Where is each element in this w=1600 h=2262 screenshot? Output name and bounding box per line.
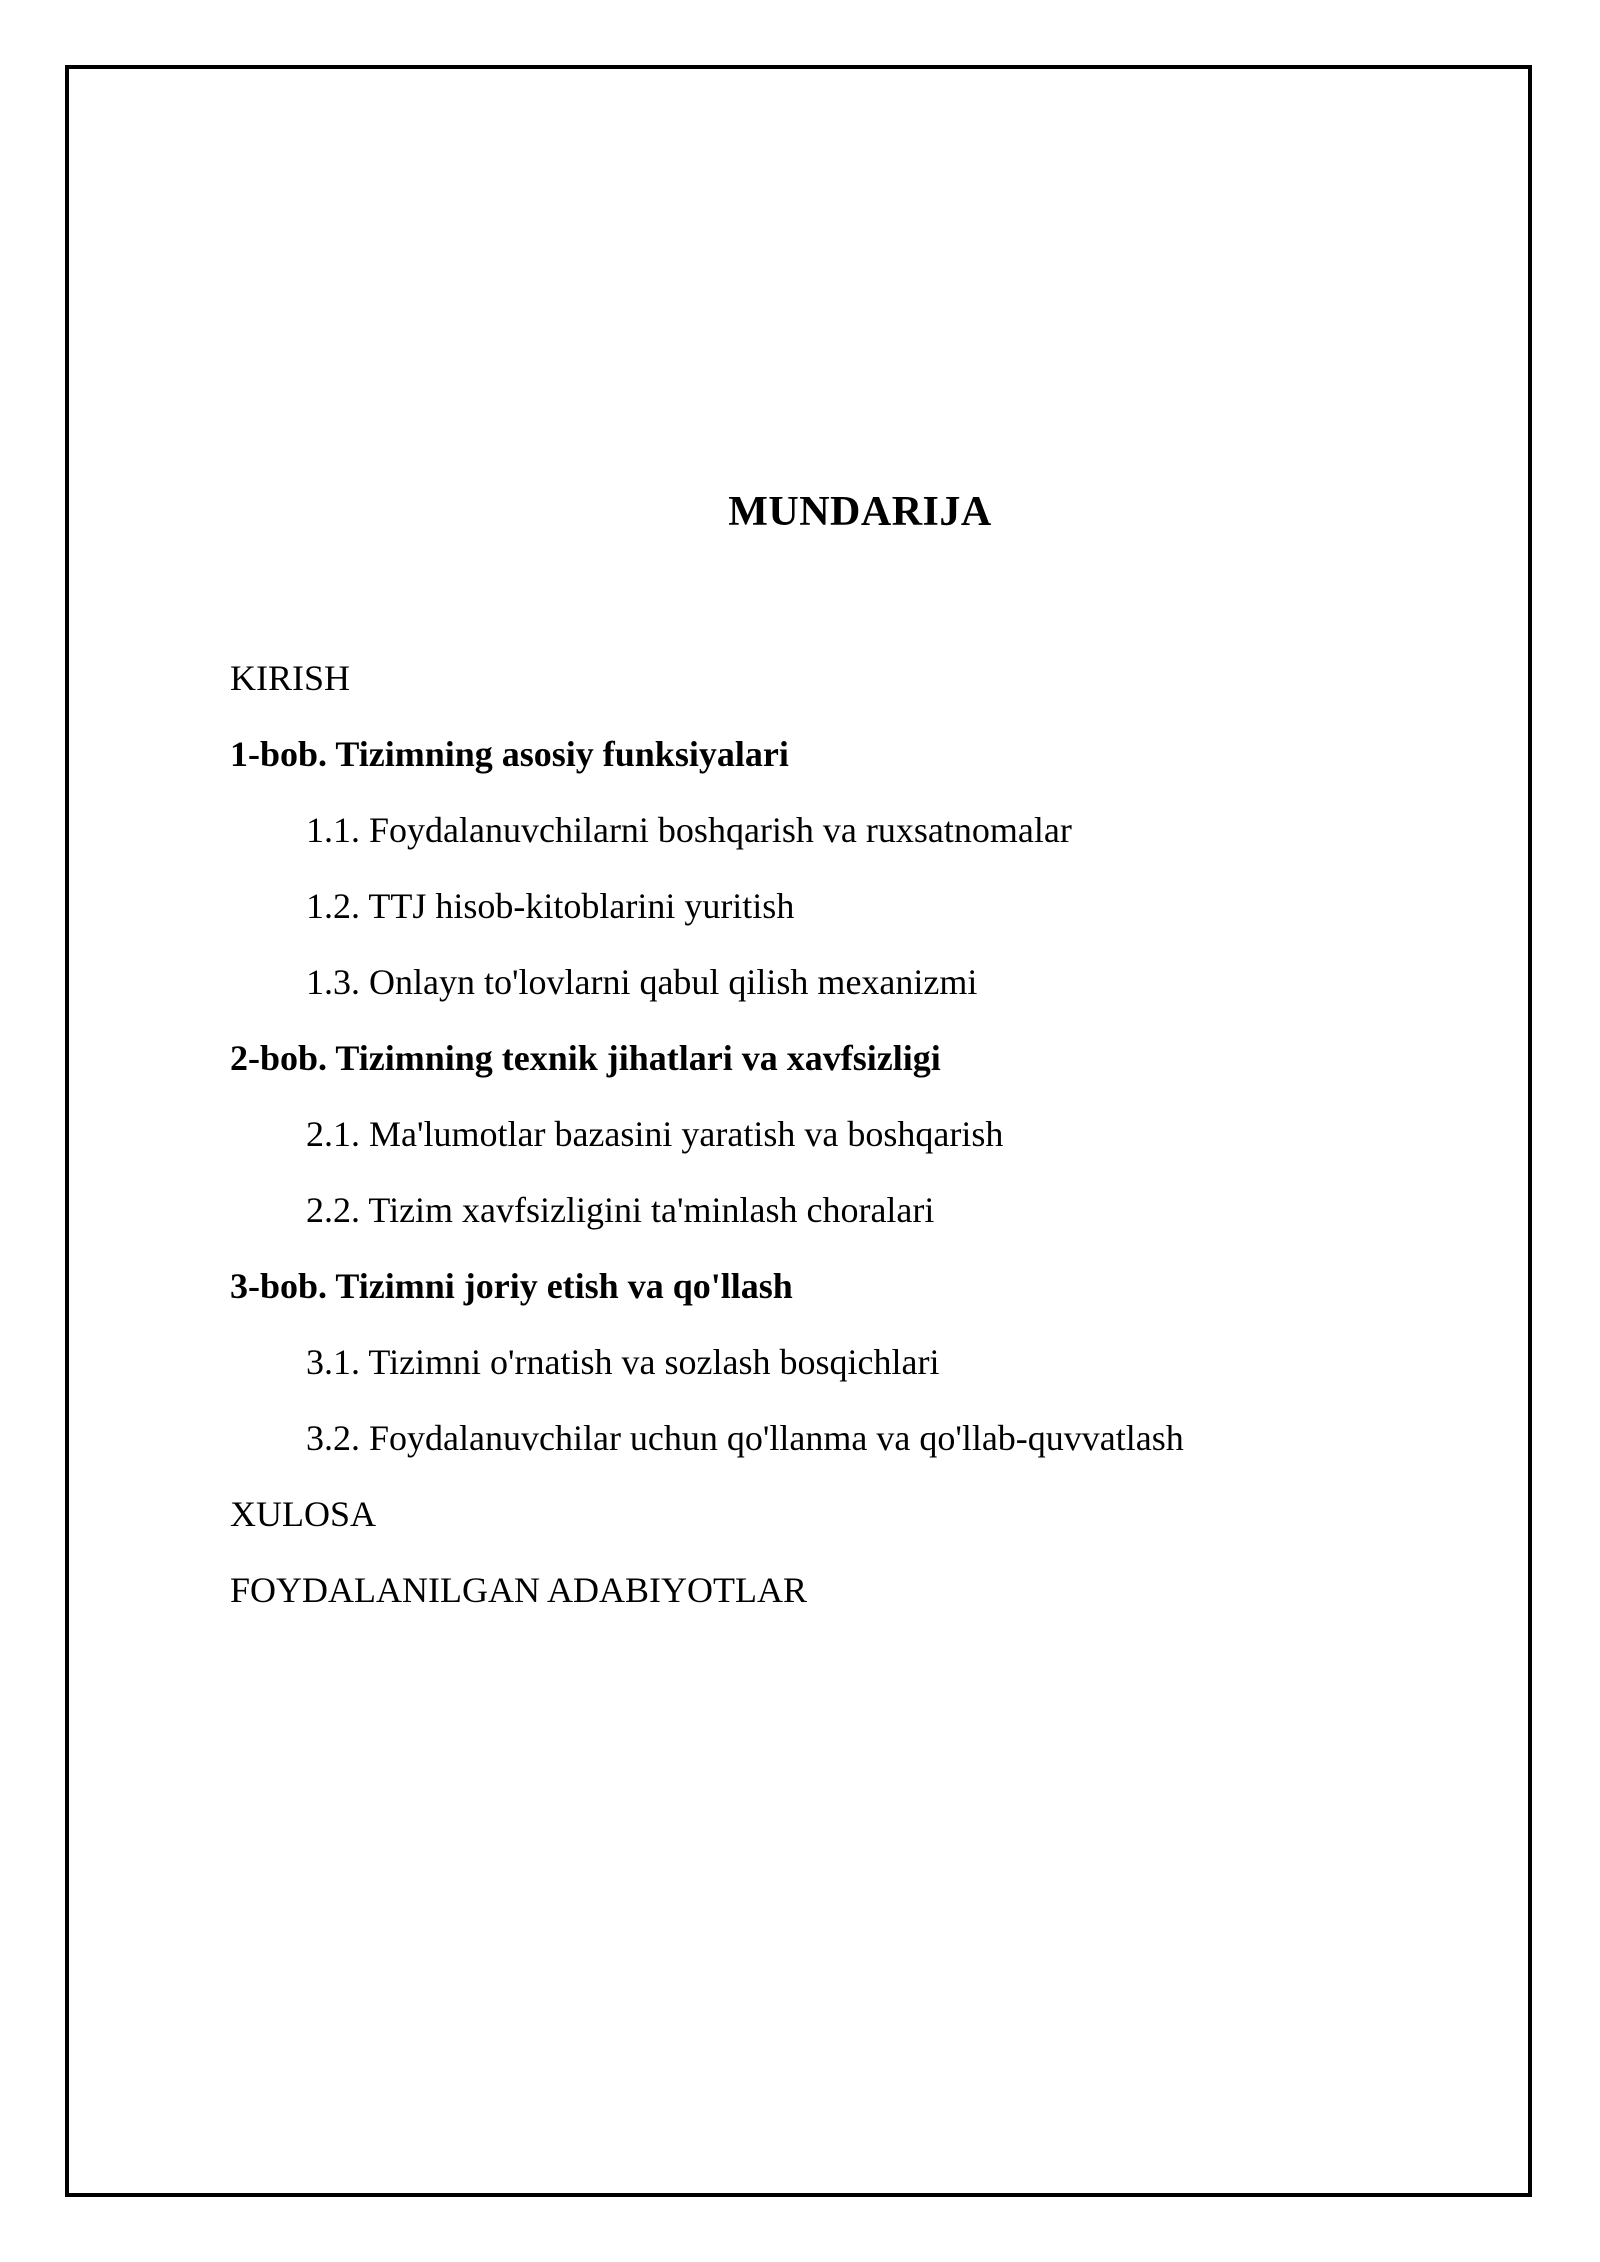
page-title: MUNDARIJA xyxy=(728,489,992,536)
toc-entry-chapter-1: 1-bob. Tizimning asosiy funksiyalari xyxy=(230,734,789,774)
toc-entry-section-2-1: 2.1. Ma'lumotlar bazasini yaratish va boshqarish xyxy=(306,1114,1004,1154)
toc-entry-chapter-2: 2-bob. Tizimning texnik jihatlari va xavfsizligi xyxy=(230,1038,941,1078)
toc-entry-references: FOYDALANILGAN ADABIYOTLAR xyxy=(230,1570,807,1610)
toc-entry-section-3-1: 3.1. Tizimni o'rnatish va sozlash bosqichlari xyxy=(306,1342,940,1382)
toc-entry-chapter-3: 3-bob. Tizimni joriy etish va qo'llash xyxy=(230,1266,793,1306)
toc-entry-introduction: KIRISH xyxy=(230,658,351,698)
toc-entry-section-1-1: 1.1. Foydalanuvchilarni boshqarish va ruxsatnomalar xyxy=(306,810,1072,850)
toc-entry-section-1-2: 1.2. TTJ hisob-kitoblarini yuritish xyxy=(306,886,795,926)
toc-entry-conclusion: XULOSA xyxy=(230,1494,377,1534)
toc-entry-section-1-3: 1.3. Onlayn to'lovlarni qabul qilish mexanizmi xyxy=(306,962,978,1002)
toc-entry-section-2-2: 2.2. Tizim xavfsizligini ta'minlash choralari xyxy=(306,1190,935,1230)
toc-entry-section-3-2: 3.2. Foydalanuvchilar uchun qo'llanma va qo'llab-quvvatlash xyxy=(306,1418,1184,1458)
table-of-contents xyxy=(230,640,1480,1628)
